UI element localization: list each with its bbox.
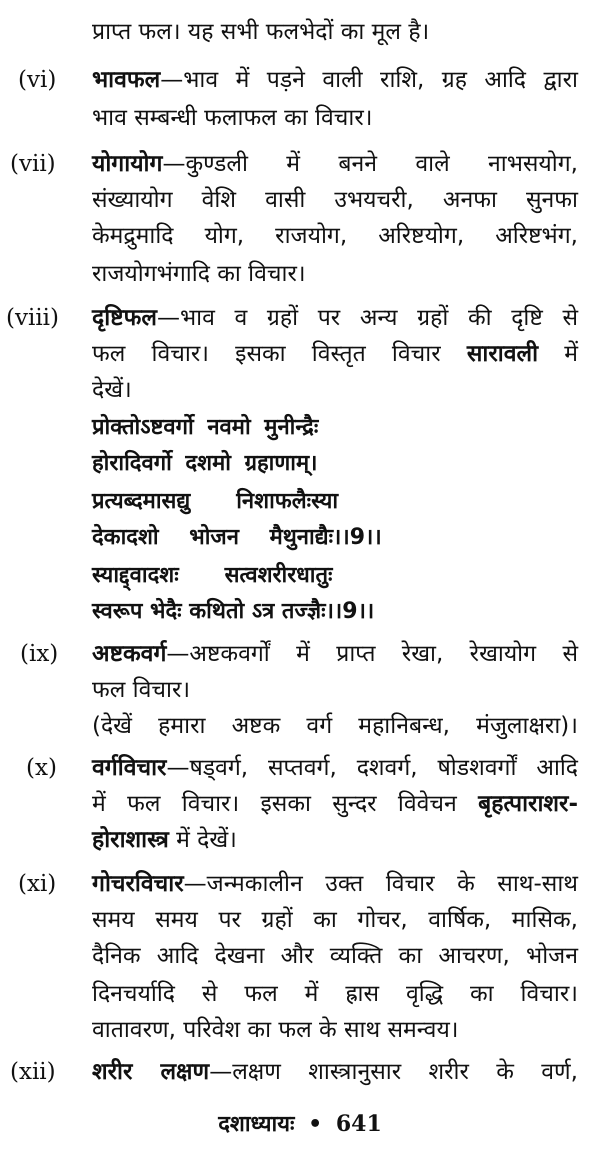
- footer-bullet: •: [308, 1112, 323, 1137]
- page-footer: [0, 1108, 600, 1138]
- line-text: देखें।: [92, 377, 132, 403]
- item-heading: अष्टकवर्ग: [92, 641, 167, 667]
- verse-line: प्रत्यब्दमासद्यु निशाफलैःस्या: [92, 489, 339, 514]
- line-part: फल विचार। इसका विस्तृत विचार: [92, 341, 441, 367]
- item-text: —कुण्डली में बनने वाले नाभसयोग,: [162, 151, 578, 177]
- verse-line: होरादिवर्गो दशमो ग्रहाणाम्।: [92, 451, 318, 476]
- item-number: (ix): [20, 641, 59, 667]
- line-text: [92, 336, 578, 372]
- item-number: (xi): [18, 871, 57, 897]
- line-text: दिनचर्यादि से फल में ह्रास वृद्धि का विचार।: [92, 981, 578, 1007]
- line-text: संख्यायोग वेशि वासी उभयचरी, अनफा सुनफा: [92, 187, 578, 213]
- line-text: प्राप्त फल। यह सभी फलभेदों का मूल है।: [92, 19, 430, 45]
- item-heading: शरीर लक्षण: [92, 1059, 210, 1085]
- item-number: (xii): [10, 1059, 56, 1085]
- item-heading: वर्गविचार: [92, 755, 167, 781]
- book-name: होराशास्त्र: [92, 827, 169, 853]
- line-text: [92, 62, 578, 98]
- line-part: में देखें।: [176, 827, 237, 853]
- item-heading: दृष्टिफल: [92, 305, 157, 331]
- item-heading: भावफल: [92, 67, 161, 93]
- line-text: दैनिक आदि देखना और व्यक्ति का आचरण, भोजन: [92, 943, 578, 969]
- line-text: केमद्रुमादि योग, राजयोग, अरिष्टयोग, अरिष्टभंग,: [92, 223, 578, 249]
- verse-line: देकादशो भोजन मैथुनाद्यैः।।9।।: [92, 525, 382, 550]
- item-text: —जन्मकालीन उक्त विचार के साथ-साथ: [183, 871, 578, 897]
- line-text: भाव सम्बन्धी फलाफल का विचार।: [92, 105, 373, 131]
- item-text: —भाव व ग्रहों पर अन्य ग्रहों की दृष्टि से: [156, 305, 578, 331]
- line-text: समय समय पर ग्रहों का गोचर, वार्षिक, मासिक,: [92, 907, 578, 933]
- item-number: (vi): [18, 67, 57, 93]
- item-number: (viii): [6, 305, 60, 331]
- item-text: —षड्वर्ग, सप्तवर्ग, दशवर्ग, षोडशवर्गों आदि: [166, 755, 578, 781]
- line-text: राजयोगभंगादि का विचार।: [92, 261, 306, 287]
- book-name: सारावली: [466, 341, 539, 367]
- verse-line: स्वरूप भेदैः कथितो ऽत्र तज्ज्ञैः।।9।।: [92, 599, 375, 624]
- line-text: वातावरण, परिवेश का फल के साथ समन्वय।: [92, 1017, 459, 1043]
- line-text: [92, 1054, 578, 1090]
- line-text: (देखें हमारा अष्टक वर्ग महानिबन्ध, मंजुलाक्षरा)।: [92, 713, 578, 739]
- verse-line: प्रोक्तोऽष्टवर्गो नवमो मुनीन्द्रैः: [92, 415, 319, 440]
- line-text: [92, 750, 578, 786]
- footer-title: दशाध्यायः: [218, 1112, 295, 1137]
- line-part: में फल विचार। इसका सुन्दर विवेचन: [92, 791, 457, 817]
- item-heading: योगायोग: [92, 151, 163, 177]
- item-text: —अष्टकवर्गों में प्राप्त रेखा, रेखायोग से: [166, 641, 578, 667]
- verse-line: स्याद्द्वादशः सत्वशरीरधातुः: [92, 563, 333, 588]
- line-part: में: [564, 341, 579, 367]
- line-text: [92, 866, 578, 902]
- line-text: [92, 300, 578, 336]
- item-number: (vii): [10, 151, 56, 177]
- item-heading: गोचरविचार: [92, 871, 184, 897]
- line-text: फल विचार।: [92, 677, 191, 703]
- line-text: [92, 822, 578, 858]
- book-name: बृहत्पाराशर-: [478, 791, 579, 817]
- item-number: (x): [26, 755, 57, 781]
- page-number: 641: [335, 1111, 382, 1137]
- line-text: [92, 146, 578, 182]
- line-text: [92, 636, 578, 672]
- item-text: —भाव में पड़ने वाली राशि, ग्रह आदि द्वारा: [160, 67, 578, 93]
- item-text: —लक्षण शास्त्रानुसार शरीर के वर्ण,: [209, 1059, 578, 1085]
- line-text: [92, 786, 578, 822]
